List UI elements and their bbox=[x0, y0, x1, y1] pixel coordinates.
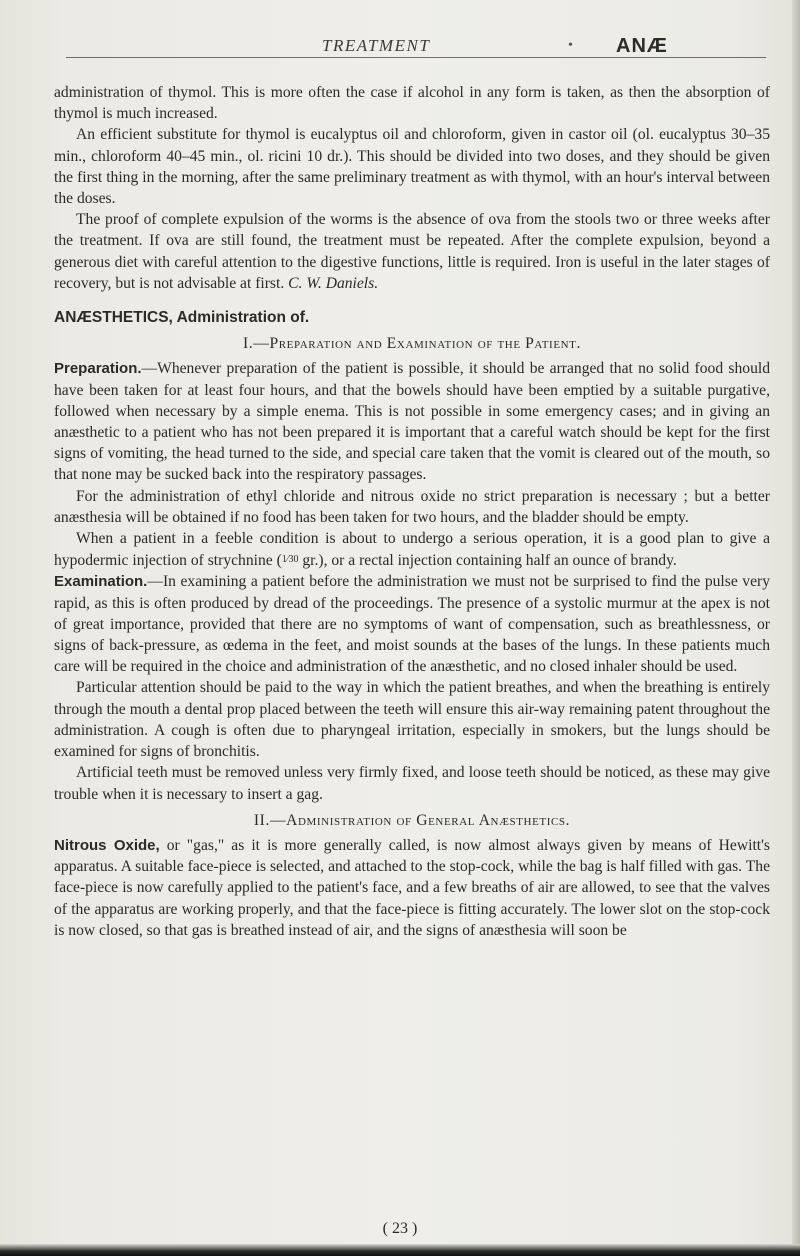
paragraph-text: gr.), or a rectal injection containing half an ounce of brandy. bbox=[298, 552, 677, 570]
paragraph bbox=[54, 358, 770, 485]
section-title: I.—Preparation and Examination of the Patient. bbox=[242, 335, 582, 353]
page-bottom-edge bbox=[0, 1244, 800, 1256]
paragraph-text: or "gas," as it is more generally called, is now almost always given by means of Hewitt's apparatus. A suitable face-piece is selected, and attached to the stop-cock, while the bag is half filled with gas. The face-piece is now carefully applied to the patient's face, and a few breaths of air are allowed, to see that the valves of the apparatus are working properly, and that the face-piece is fitting accurately. The lower slot on the stop-cock is now closed, so that gas is breathed instead of air, and the signs of anæsthesia will soon be bbox=[54, 836, 770, 939]
guide-word: ANÆ bbox=[616, 35, 668, 57]
paragraph-text: When a patient in a feeble condition is about to undergo a serious operation, it is a good plan to give a hypodermic injection of strychnine ( bbox=[54, 530, 770, 570]
run-in-heading: Preparation. bbox=[54, 360, 142, 378]
paragraph bbox=[54, 835, 770, 941]
paragraph: Artificial teeth must be removed unless very firmly fixed, and loose teeth should be noticed, as these may give trouble when it is necessary to insert a gag. bbox=[54, 764, 770, 803]
run-in-heading: Nitrous Oxide, bbox=[54, 836, 160, 854]
fraction: 1⁄30 bbox=[281, 554, 299, 566]
page-number: ( 23 ) bbox=[382, 1220, 418, 1237]
header-rule bbox=[66, 57, 766, 58]
paragraph-text: —Whenever preparation of the patient is possible, it should be arranged that no solid food should have been taken for at least four hours, and that the bowels should have been emptied by a suitable purgative, followed when necessary by a simple enema. This is not possible in some emergency cases; and in giving an anæsthetic to a patient who has not been prepared it is important that a careful watch should be kept for the first signs of vomiting, the head turned to the side, and special care taken that the vomit is cleared out of the mouth, so that none may be sucked back into the respiratory passages. bbox=[54, 360, 770, 484]
paragraph-text: The proof of complete expulsion of the worms is the absence of ova from the stools two or three weeks after the treatment. If ova are still found, the treatment must be repeated. After the complete expulsion, beyond a generous diet with careful attention to the digestive functions, little is required. Iron is useful in the later stages of recovery, but is not advisable at first. bbox=[54, 211, 770, 292]
paragraph bbox=[54, 209, 770, 294]
paragraph-text: —In examining a patient before the administration we must not be surprised to find the pulse very rapid, as this is often produced by dread of the proceedings. The presence of a systolic murmur at the apex is not of great importance, provided that there are no symptoms of want of compensation, such as breathlessness, or signs of back-pressure, as œdema in the feet, and moist sounds at the bases of the lungs. In these patients much care will be required in the choice and administration of the anæsthetic, and no closed inhaler should be used. bbox=[54, 573, 770, 676]
section-title: II.—Administration of General Anæsthetics. bbox=[253, 811, 571, 829]
run-in-heading: Examination. bbox=[54, 573, 148, 591]
paragraph: Particular attention should be paid to the way in which the patient breathes, and when the breathing is entirely through the mouth a dental prop placed between the teeth will ensure this air-way remaining patent throughout the administration. A cough is often due to pharyngeal irritation, especially in smokers, but the lungs should be examined for signs of bronchitis. bbox=[54, 679, 770, 761]
header-dot: • bbox=[568, 38, 573, 53]
paragraph: An efficient substitute for thymol is eucalyptus oil and chloroform, given in castor oil (ol. eucalyptus 30–35 min., chloroform 40–45 min., ol. ricini 10 dr.). This should be divided into two doses, and they should be given the first thing in the morning, after the same preliminary treatment as with thymol, with an hour's interval between the doses. bbox=[54, 126, 770, 208]
paragraph: administration of thymol. This is more often the case if alcohol in any form is taken, as then the absorption of thymol is much increased. bbox=[54, 84, 770, 123]
entry-heading: ANÆSTHETICS, Administration of. bbox=[54, 309, 310, 327]
paragraph bbox=[54, 571, 770, 677]
paragraph: For the administration of ethyl chloride and nitrous oxide no strict preparation is necessary ; but a better anæsthesia will be obtained if no food has been taken for two hours, and the bladder should be empty. bbox=[54, 487, 770, 526]
paragraph bbox=[54, 528, 770, 571]
author-signature: C. W. Daniels. bbox=[288, 274, 379, 292]
page-header bbox=[0, 36, 800, 62]
running-head: TREATMENT bbox=[322, 36, 431, 55]
page-edge-shadow bbox=[792, 0, 800, 1256]
page-body bbox=[54, 82, 770, 941]
